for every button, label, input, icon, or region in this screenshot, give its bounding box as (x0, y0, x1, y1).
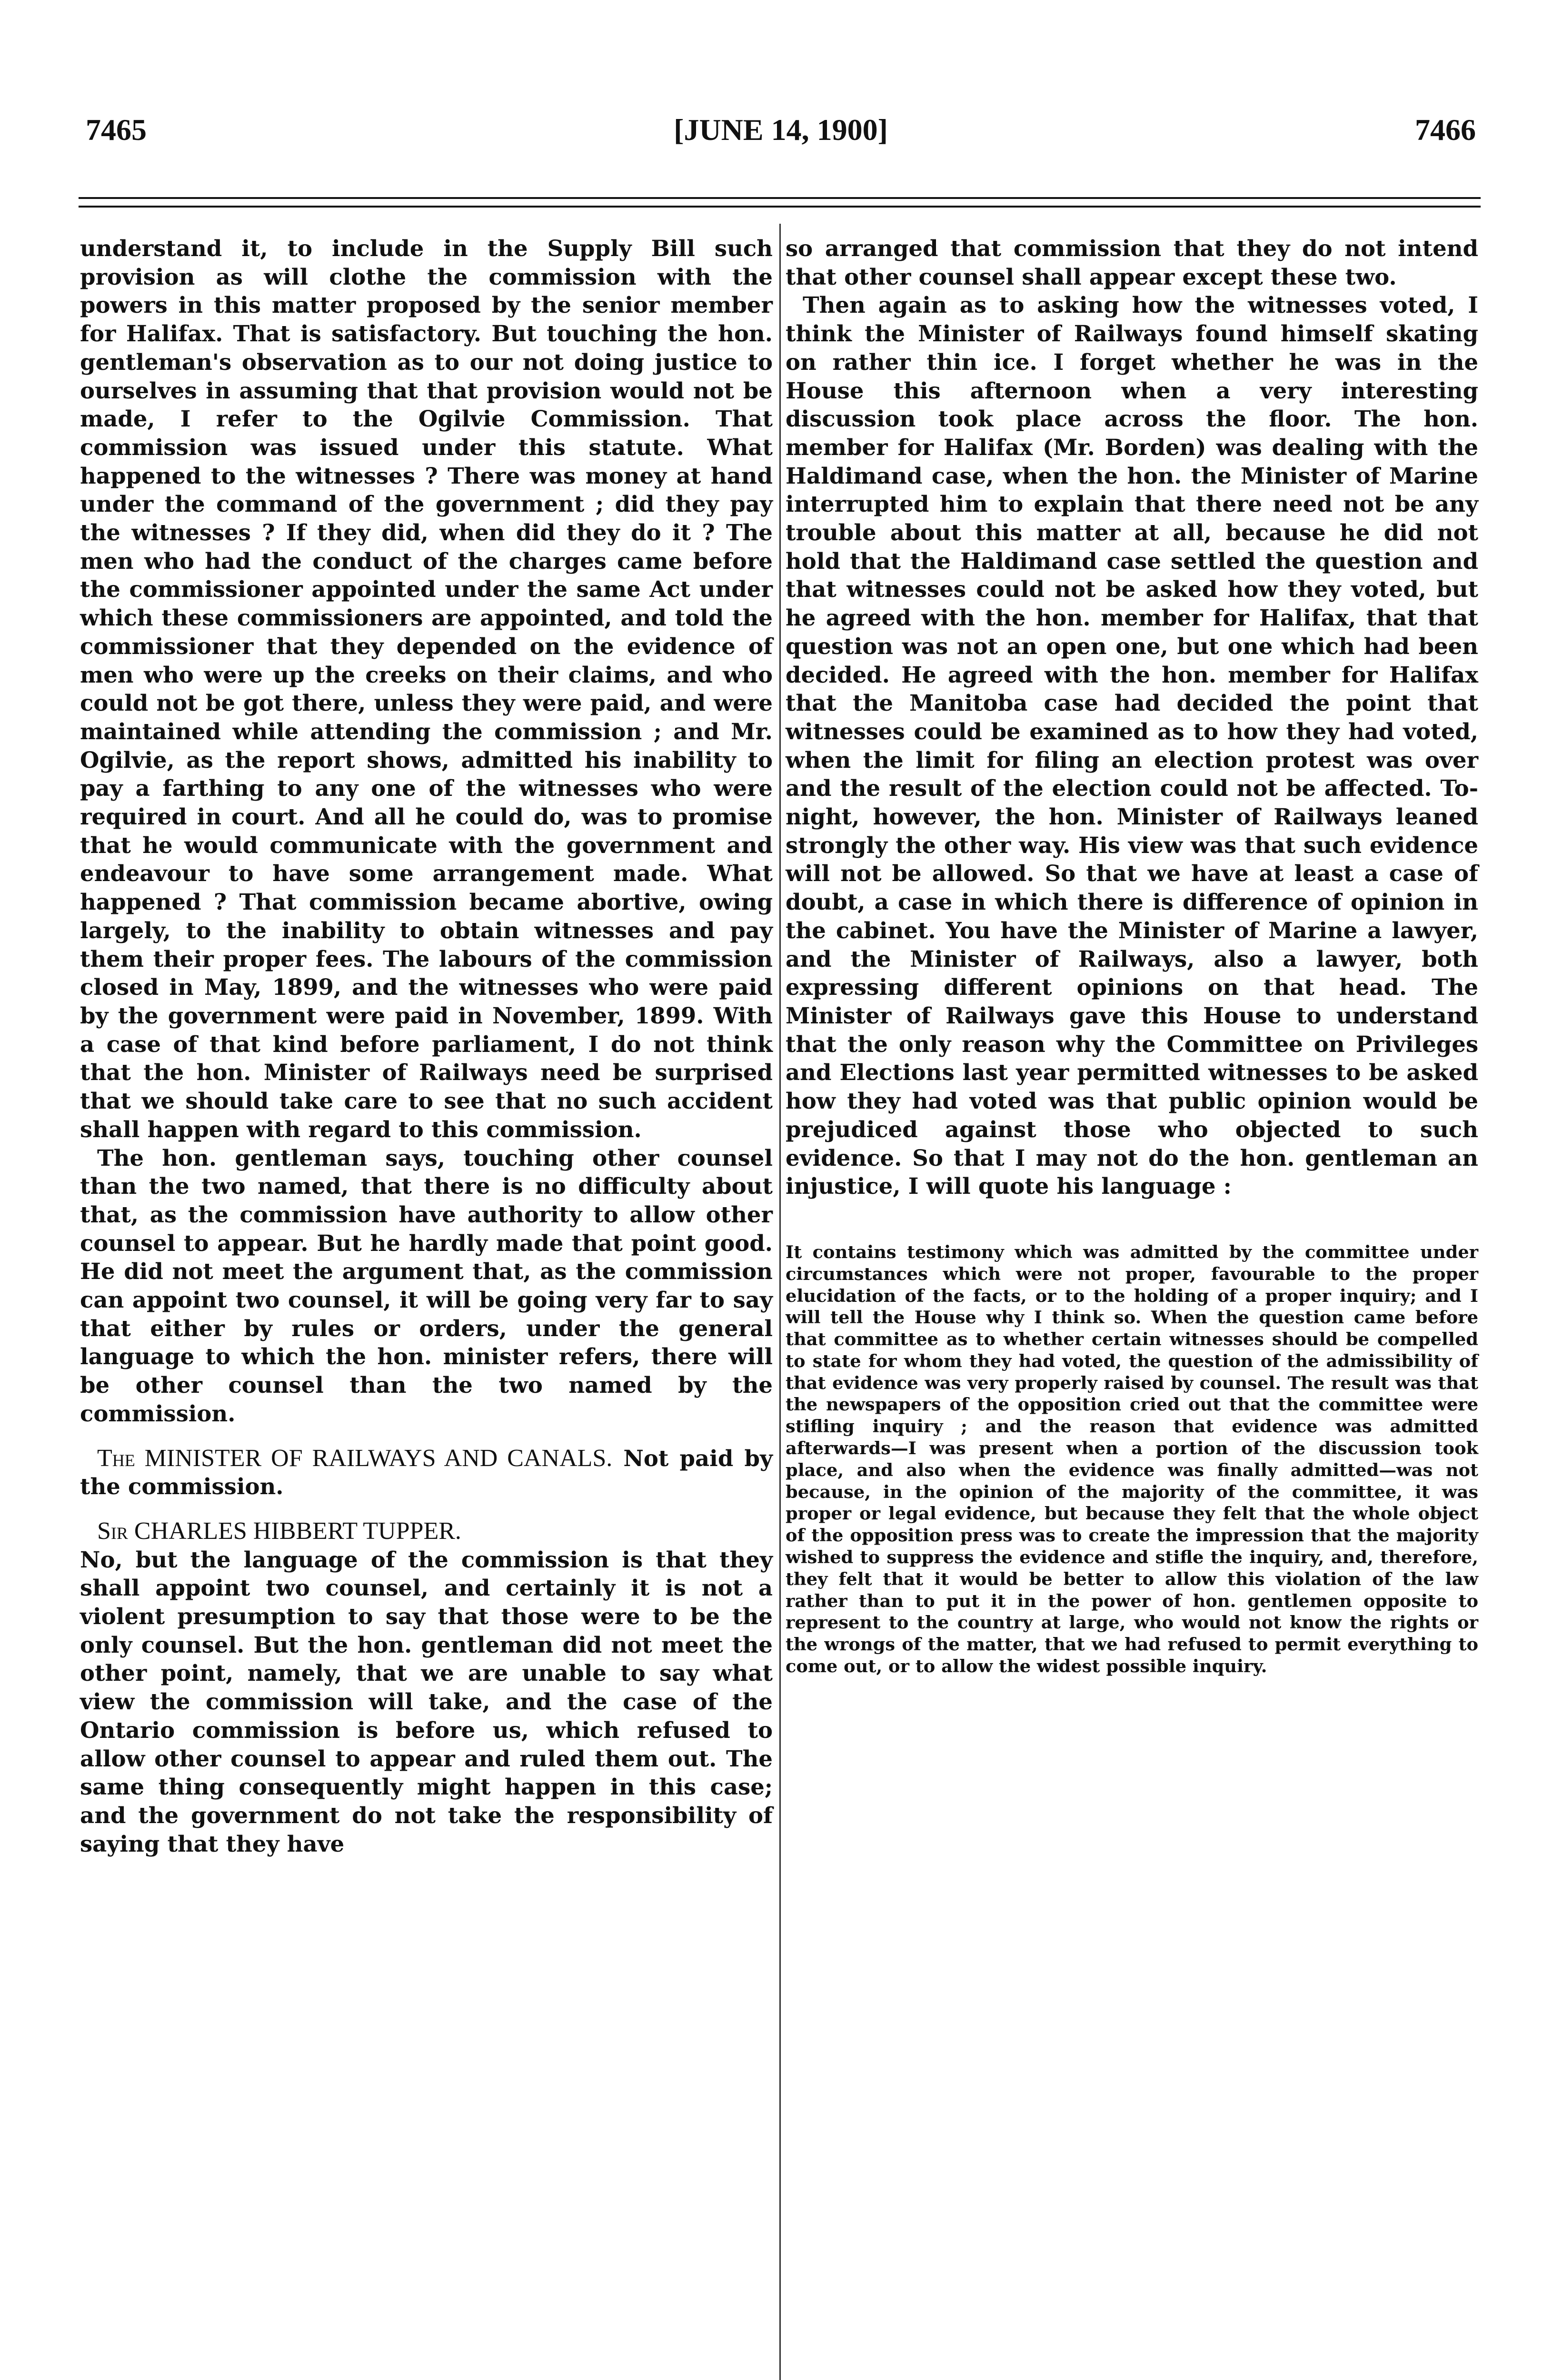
column-divider (779, 224, 781, 2380)
right-column (786, 234, 1478, 1677)
left-paragraph-4: No, but the language of the commission is that they shall appoint two counsel, and certainly it is not a violent presumption to say that those were to be the only counsel. But the hon. gentleman did not meet the other point, namely, that we are unable to say what view the commission will take, and the case of the Ontario commission is before us, which refused to allow other counsel to appear and ruled them out. The same thing consequently might happen in this case; and the government do not take the responsibility of saying that they have (80, 1546, 773, 1857)
left-paragraph-1: understand it, to include in the Supply Bill such provision as will clothe the commission with the powers in this matter proposed by the senior member for Halifax. That is satisfactory. But touching the hon. gentleman's observation as to our not doing justice to ourselves in assuming that that provision would not be made, I refer to the Ogilvie Commission. That commission was issued under this statute. What happened to the witnesses ? There was money at hand under the command of the government ; did they pay the witnesses ? If they did, when did they do it ? The men who had the conduct of the charges came before the commissioner appointed under the same Act under which these commissioners are appointed, and told the commissioner that they depended on the evidence of men who were up the creeks on their claims, and who could not be got there, unless they were paid, and were maintained while attending the commission ; and Mr. Ogilvie, as the report shows, admitted his inability to pay a farthing to any one of the witnesses who were required in court. And all he could do, was to promise that he would communicate with the government and endeavour to have some arrangement made. What happened ? That commission became abortive, owing largely, to the inability to obtain witnesses and pay them their proper fees. The labours of the commission closed in May, 1899, and the witnesses who were paid by the government were paid in November, 1899. With a case of that kind before parliament, I do not think that the hon. Minister of Railways need be surprised that we should take care to see that no such accident shall happen with regard to this commission. (80, 235, 773, 1142)
header-rule-top (79, 197, 1481, 199)
page-date: [JUNE 14, 1900] (674, 113, 888, 147)
page-number-left: 7465 (86, 113, 147, 147)
left-paragraph-2: The hon. gentleman says, touching other counsel than the two named, that there is no difficulty about that, as the commission have authority to allow other counsel to appear. But he hardly made that point good. He did not meet the argument that, as the commission can appoint two counsel, it will be going very far to say that either by rules or orders, under the general language to which the hon. minister refers, there will be other counsel than the two named by the commission. (80, 1144, 773, 1427)
speaker-name: The MINISTER OF RAILWAYS AND CANALS. (97, 1444, 613, 1472)
left-column (80, 234, 773, 1858)
speech-minister-railways (80, 1444, 773, 1501)
block-quote: It contains testimony which was admitted by the committee under circumstances which were not proper, favourable to the proper elucidation of the facts, or to the holding of a proper inquiry; and I will tell the House why I think so. When the question came before that committee as to whether certain witnesses should be compelled to state for whom they had voted, the question of the admissibility of that evidence was very properly raised by counsel. The result was that the newspapers of the opposition cried out that the committee were stifling inquiry ; and the reason that evidence was admitted afterwards—I was present when a portion of the discussion took place, and also when the evidence was finally admitted—was not because, in the opinion of the majority of the committee, it was proper or legal evidence, but because they felt that the whole object of the opposition press was to create the impression that the majority wished to suppress the evidence and stifle the inquiry, and, therefore, they felt that it would be better to allow this violation of the law rather than to put it in the power of hon. gentlemen opposite to represent to the country at large, who would not know the rights or the wrongs of the matter, that we had refused to permit everything to come out, or to allow the widest possible inquiry. (786, 1241, 1478, 1677)
right-paragraph-1: so arranged that commission that they do not intend that other counsel shall appear except these two. (786, 235, 1478, 290)
page-number-right: 7466 (1415, 113, 1476, 147)
speech-text: Not paid by the commission. (80, 1445, 773, 1500)
header-rule-bottom (79, 206, 1481, 208)
page-header (86, 112, 1476, 165)
right-paragraph-2: Then again as to asking how the witnesses voted, I think the Minister of Railways found himself skating on rather thin ice. I forget whether he was in the House this afternoon when a very interesting discussion took place across the floor. The hon. member for Halifax (Mr. Borden) was dealing with the Haldimand case, when the hon. the Minister of Marine interrupted him to explain that there need not be any trouble about this matter at all, because he did not hold that the Haldimand case settled the question and that witnesses could not be asked how they voted, but he agreed with the hon. member for Halifax, that that question was not an open one, but one which had been decided. He agreed with the hon. member for Halifax that the Manitoba case had decided the point that witnesses could be examined as to how they had voted, when the limit for filing an election protest was over and the result of the election could not be affected. To-night, however, the hon. Minister of Railways leaned strongly the other way. His view was that such evidence will not be allowed. So that we have at least a case of doubt, a case in which there is difference of opinion in the cabinet. You have the Minister of Marine a lawyer, and the Minister of Railways, also a lawyer, both expressing different opinions on that head. The Minister of Railways gave this House to understand that the only reason why the Committee on Privileges and Elections last year permitted witnesses to be asked how they had voted was that public opinion would be prejudiced against those who objected to such evidence. So that I may not do the hon. gentleman an injustice, I will quote his language : (786, 292, 1478, 1200)
speaker-heading-tupper (80, 1517, 773, 1546)
speaker-name: Sir CHARLES HIBBERT TUPPER. (97, 1517, 461, 1545)
